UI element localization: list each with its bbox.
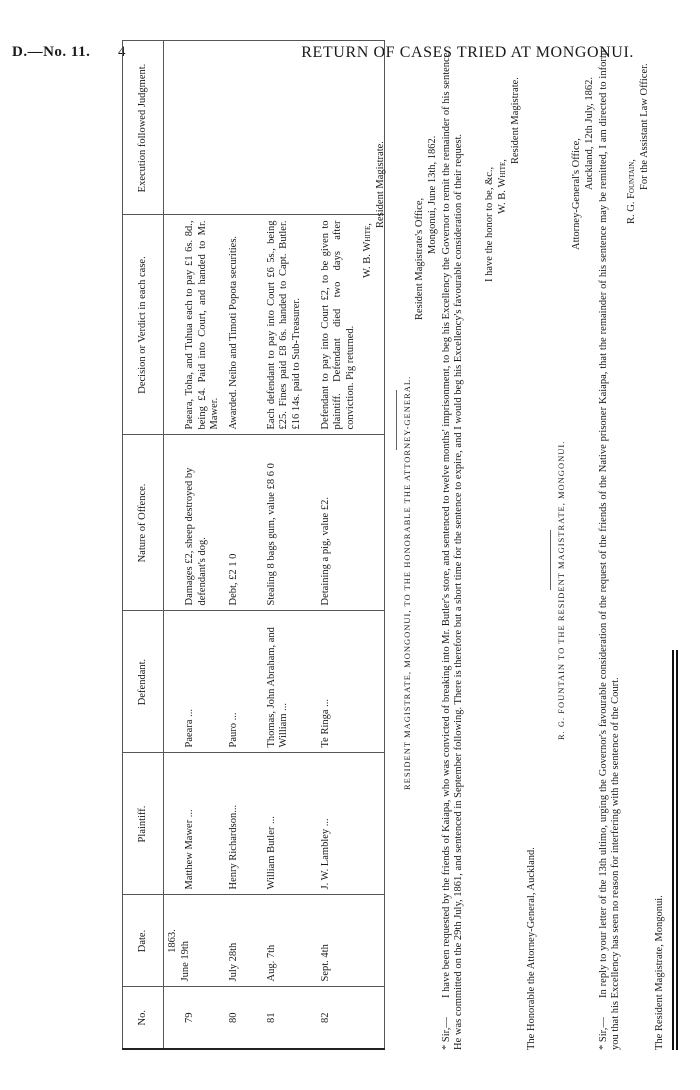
cell-defendant: Te Ringa ... [317, 611, 385, 753]
return-of-cases-table [122, 41, 385, 1051]
letter1-office: Resident Magistrate's Office, [414, 197, 425, 320]
table-row [263, 41, 317, 1049]
table-signature: W. B. White, [362, 223, 373, 278]
letter1-salutation: * Sir,— [441, 1017, 452, 1050]
cell-no: 79 [164, 987, 225, 1049]
cell-date [164, 895, 225, 987]
column-header: Decision or Verdict in each case. [123, 215, 164, 435]
cell-no: 80 [225, 987, 263, 1049]
letter2-addressee: The Resident Magistrate, Mongonui. [654, 895, 665, 1050]
cell-date: July 28th [225, 895, 263, 987]
year-label: 1863. [167, 929, 178, 953]
table-signature-role: Resident Magistrate. [375, 141, 386, 228]
closing-rule [676, 650, 678, 1050]
cell-decision: Defendant to pay into Court £2, to be given to plaintiff. Defendant died two days after conviction. Pig returned. [317, 215, 385, 435]
cell-offence: Damages £2, sheep destroyed by defendant's dog. [164, 435, 225, 611]
letter2-signer-role: For the Assistant Law Officer. [639, 63, 650, 190]
cell-plaintiff: J. W. Lambley ... [317, 753, 385, 895]
table-header-row [123, 41, 164, 1049]
date-text: June 19th [179, 940, 191, 982]
cell-defendant: Paeara ... [164, 611, 225, 753]
cell-date: Sept. 4th [317, 895, 385, 987]
cell-date: Aug. 7th [263, 895, 317, 987]
cell-offence: Debt, £2 1 0 [225, 435, 263, 611]
cell-execution [263, 41, 317, 215]
letter2-signer: R. G. Fountain, [626, 159, 637, 224]
cell-plaintiff: Henry Richardson... [225, 753, 263, 895]
letter1-place-date: Mongonui, June 13th, 1862. [427, 135, 438, 254]
letter2-place-date: Auckland, 12th July, 1862. [584, 76, 595, 190]
cell-no: 81 [263, 987, 317, 1049]
letter2-body: In reply to your letter of the 13th ultimo, urging the Governor's favourable consideration of the request of the friends of the Native prisoner Kaiapa, that the remainder of his sentence may be remitted, I am directed to inform you that his Excellency has seen no reason for interfering with the sentence of the Court. [598, 50, 621, 1050]
cell-plaintiff: Matthew Mawer ... [164, 753, 225, 895]
column-header: No. [123, 987, 164, 1049]
closing-rule [672, 650, 674, 1050]
table-row [225, 41, 263, 1049]
page-title: RETURN OF CASES TRIED AT MONGONUI. [301, 44, 634, 61]
document-number: D.—No. 11. [12, 44, 91, 60]
table-row [164, 41, 225, 1049]
letter2-heading: R. G. FOUNTAIN TO THE RESIDENT MAGISTRATE, MONGONUI. [556, 440, 566, 740]
column-header: Execution followed Judgment. [123, 41, 164, 215]
letter1-heading: RESIDENT MAGISTRATE, MONGONUI, TO THE HONORABLE THE ATTORNEY-GENERAL. [402, 375, 412, 790]
cell-decision: Paeara, Toha, and Tuhua each to pay £1 6s. 8d., being £4. Paid into Court, and handed to Mr. Mawer. [164, 215, 225, 435]
letter1-signer-role: Resident Magistrate. [510, 77, 521, 164]
column-header: Date. [123, 895, 164, 987]
column-header: Plaintiff. [123, 753, 164, 895]
cell-execution [225, 41, 263, 215]
page-number: 4 [118, 44, 126, 60]
cell-plaintiff: William Butler ... [263, 753, 317, 895]
cell-decision: Awarded. Neiho and Timoti Popota securities. [225, 215, 263, 435]
letter1-closing: I have the honor to be, &c., [484, 166, 495, 282]
letter2-salutation: * Sir,— [598, 1017, 609, 1050]
column-header: Defendant. [123, 611, 164, 753]
cell-offence: Stealing 8 bags gum, value £8 6 0 [263, 435, 317, 611]
letter1-addressee: The Honorable the Attorney-General, Auckland. [526, 847, 537, 1050]
cell-execution [164, 41, 225, 215]
letter2-office: Attorney-General's Office, [571, 138, 582, 250]
divider [396, 390, 397, 450]
cell-decision: Each defendant to pay into Court £6 5s., being £25. Fines paid £8 6s. handed to Capt. Butler. £16 14s. paid to Sub-Treasurer. [263, 215, 317, 435]
cell-defendant: Pauro ... [225, 611, 263, 753]
letter1-body: I have been requested by the friends of Kaiapa, who was convicted of breaking into Mr. Butler's store, and sentenced to twelve months' imprisonment, to beg his Excellency the Governor to remit the remainder of his sentence. He was committed on the 29th July, 1861, and sentenced in September following. There is therefore but a short time for the sentence to expire, and I would beg his Excellency's favourable consideration of their request. [441, 50, 464, 1050]
cell-defendant: Thomas, John Abraham, and William ... [263, 611, 317, 753]
column-header: Nature of Offence. [123, 435, 164, 611]
cell-no: 82 [317, 987, 385, 1049]
cell-offence: Detaining a pig, value £2. [317, 435, 385, 611]
divider [550, 530, 551, 590]
letter1-signer: W. B. White, [497, 159, 508, 214]
